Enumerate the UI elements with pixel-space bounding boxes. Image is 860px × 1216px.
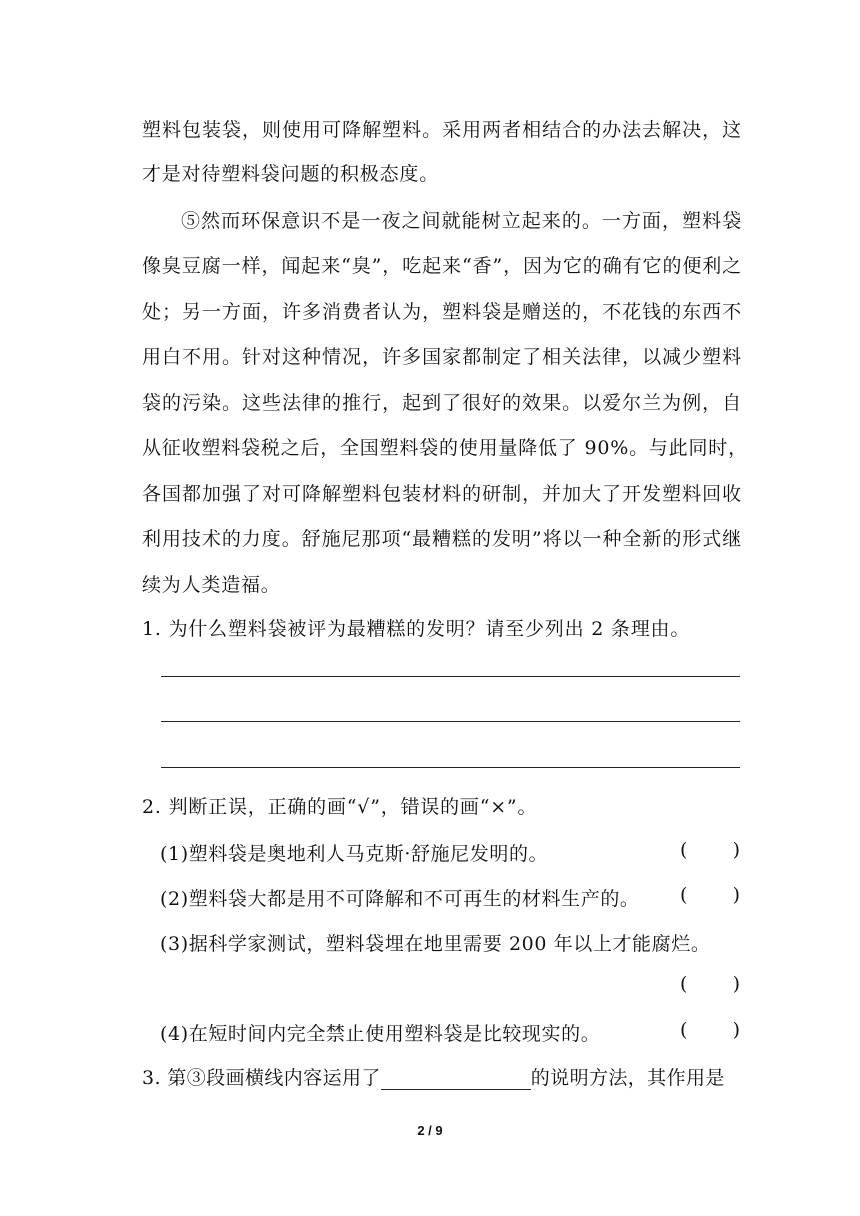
paragraph-line: 塑料包装袋，则使用可降解塑料。采用两者相结合的办法去解决，这 [142,119,742,141]
judgment-item: (4)在短时间内完全禁止使用塑料袋是比较现实的。 [160,1023,601,1045]
paragraph-line: 用白不用。针对这种情况，许多国家都制定了相关法律，以减少塑料 [142,346,742,368]
paragraph-line: 利用技术的力度。舒施尼那项“最糟糕的发明”将以一种全新的形式继 [142,528,742,550]
question-3 [142,1063,742,1090]
answer-parentheses[interactable] [680,839,740,861]
paragraph-line: ⑤然而环保意识不是一夜之间就能树立起来的。一方面，塑料袋 [181,210,742,232]
judgment-item: (1)塑料袋是奥地利人马克斯·舒施尼发明的。 [160,843,549,865]
answer-parentheses[interactable] [680,1019,740,1041]
paragraph-line: 从征收塑料袋税之后，全国塑料袋的使用量降低了 90%。与此同时， [142,437,748,459]
question-1: 1. 为什么塑料袋被评为最糟糕的发明？请至少列出 2 条理由。 [142,618,691,640]
fill-blank[interactable] [381,1071,531,1090]
paren-open: ( [680,1019,688,1041]
paragraph-line: 袋的污染。这些法律的推行，起到了很好的效果。以爱尔兰为例，自 [142,392,742,414]
answer-line[interactable] [161,767,740,768]
paren-close: ) [732,1019,740,1041]
paragraph-line: 各国都加强了对可降解塑料包装材料的研制，并加大了开发塑料回收 [142,483,742,505]
paragraph-line: 像臭豆腐一样，闻起来“臭”，吃起来“香”，因为它的确有它的便利之 [142,255,742,277]
question-3-prefix: 3. 第③段画横线内容运用了 [142,1067,381,1089]
paragraph-line: 续为人类造福。 [142,574,281,596]
answer-line[interactable] [161,721,740,722]
answer-parentheses[interactable] [680,884,740,906]
answer-line[interactable] [161,676,740,677]
judgment-item: (2)塑料袋大都是用不可降解和不可再生的材料生产的。 [160,888,640,910]
paragraph-line: 处；另一方面，许多消费者认为，塑料袋是赠送的，不花钱的东西不 [142,301,742,323]
paren-open: ( [680,884,688,906]
paren-close: ) [732,973,740,995]
question-3-suffix: 的说明方法，其作用是 [530,1067,725,1089]
paren-open: ( [680,973,688,995]
paren-close: ) [732,884,740,906]
answer-parentheses[interactable] [680,973,740,995]
paragraph-line: 才是对待塑料袋问题的积极态度。 [142,163,440,185]
question-2: 2. 判断正误，正确的画“√”，错误的画“×”。 [142,796,538,818]
paren-close: ) [732,839,740,861]
judgment-item: (3)据科学家测试，塑料袋埋在地里需要 200 年以上才能腐烂。 [160,933,711,955]
page-number: 2 / 9 [417,1123,443,1138]
paren-open: ( [680,839,688,861]
